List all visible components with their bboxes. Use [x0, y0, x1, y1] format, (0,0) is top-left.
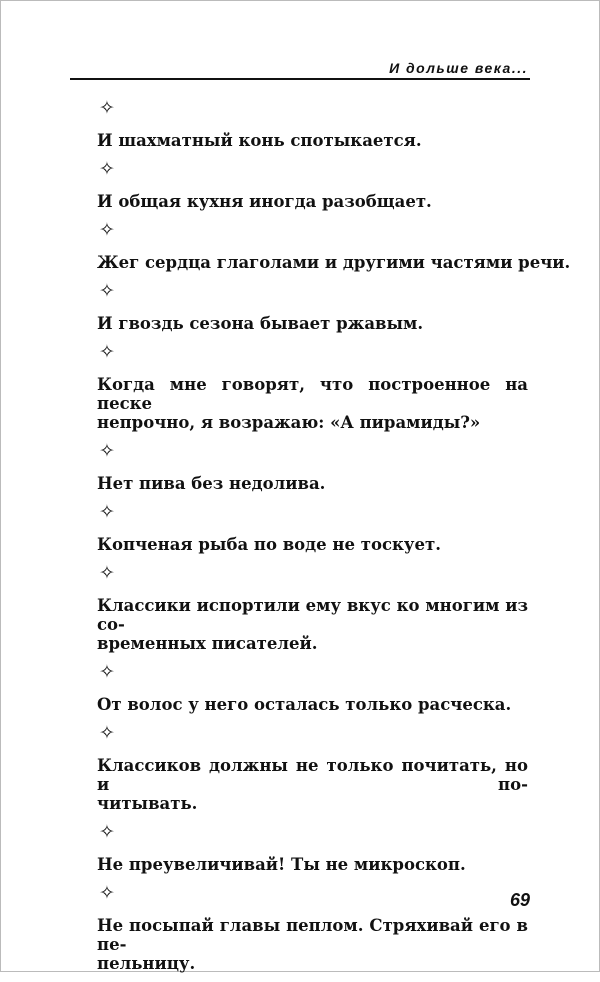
aphorism — [97, 916, 528, 973]
aphorism-line: И шахматный конь спотыкается. — [97, 131, 422, 150]
aphorism-line: От волос у него осталась только расческа. — [97, 695, 512, 714]
four-point-star-icon: ✧ — [99, 821, 115, 843]
aphorism-line: Когда мне говорят, что построенное на песке — [97, 375, 528, 413]
four-point-star-icon: ✧ — [99, 882, 115, 904]
aphorism-line: Не посыпай главы пеплом. Стряхивай его в пе- — [97, 916, 528, 954]
four-point-star-icon: ✧ — [99, 97, 115, 119]
aphorism — [97, 596, 528, 653]
aphorism — [97, 474, 528, 493]
aphorism — [97, 695, 528, 714]
four-point-star-icon: ✧ — [99, 341, 115, 363]
four-point-star-icon: ✧ — [99, 219, 115, 241]
aphorism-line: И гвоздь сезона бывает ржавым. — [97, 314, 424, 333]
aphorism-line: непрочно, я возражаю: «А пирамиды?» — [97, 413, 481, 432]
four-point-star-icon: ✧ — [99, 280, 115, 302]
aphorism — [97, 855, 528, 874]
aphorism — [97, 253, 571, 272]
running-head: И дольше века... — [389, 60, 528, 76]
four-point-star-icon: ✧ — [99, 562, 115, 584]
aphorism — [97, 756, 528, 813]
header-rule — [70, 78, 530, 80]
four-point-star-icon: ✧ — [99, 440, 115, 462]
aphorism-line: временных писателей. — [97, 634, 318, 653]
aphorism-line: Не преувеличивай! Ты не микроскоп. — [97, 855, 466, 874]
four-point-star-icon: ✧ — [99, 722, 115, 744]
aphorism — [97, 314, 528, 333]
page-number: 69 — [509, 890, 530, 910]
aphorism-line: Копченая рыба по воде не тоскует. — [97, 535, 441, 554]
aphorism — [97, 535, 528, 554]
four-point-star-icon: ✧ — [99, 158, 115, 180]
aphorism-line: пельницу. — [97, 954, 196, 973]
aphorism — [97, 192, 528, 211]
aphorism-line: Классики испортили ему вкус ко многим из со- — [97, 596, 528, 634]
four-point-star-icon: ✧ — [99, 661, 115, 683]
four-point-star-icon: ✧ — [99, 501, 115, 523]
aphorism — [97, 375, 528, 432]
aphorism-line: И общая кухня иногда разобщает. — [97, 192, 432, 211]
aphorism-line: читывать. — [97, 794, 198, 813]
aphorism-line: Жег сердца глаголами и другими частями речи. — [97, 253, 571, 272]
aphorism — [97, 131, 528, 150]
aphorism-line: Нет пива без недолива. — [97, 474, 326, 493]
aphorism-list — [97, 97, 571, 982]
aphorism-line: Классиков должны не только почитать, но и по- — [97, 756, 528, 794]
